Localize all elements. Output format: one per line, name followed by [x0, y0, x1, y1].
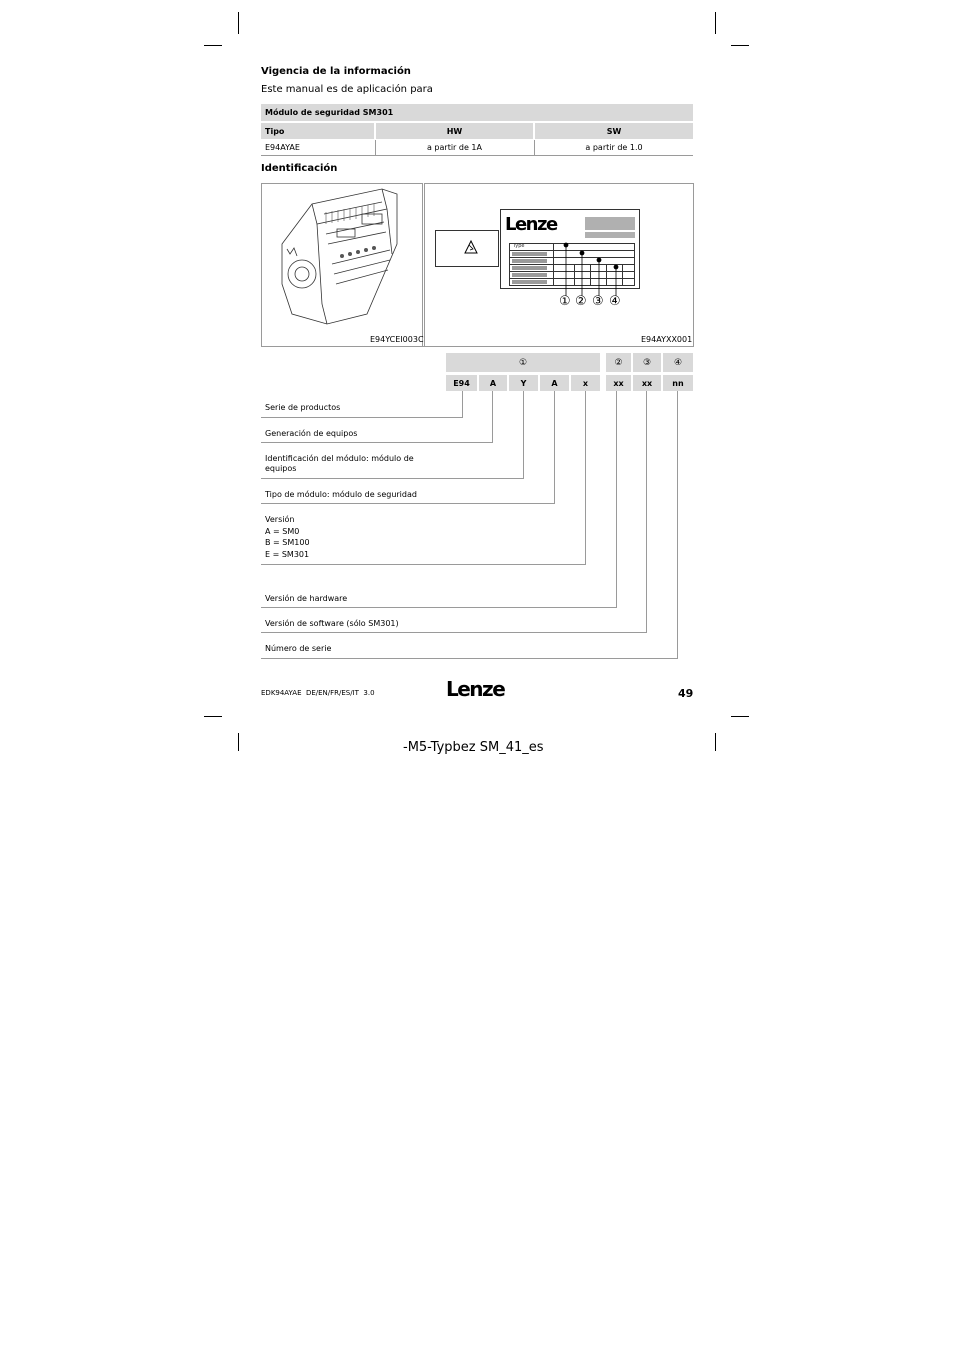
group-header-2: ②: [606, 353, 631, 372]
section-heading-identification: Identificación: [261, 163, 338, 174]
legend-serial-number: Número de serie: [265, 644, 332, 653]
module-illustration-frame: [261, 183, 423, 347]
footer-doc-id: EDK94AYAE DE/EN/FR/ES/IT 3.0: [261, 689, 375, 697]
callout-3: ③: [592, 294, 604, 309]
intro-text: Este manual es de aplicación para: [261, 84, 433, 95]
crop-mark: [238, 12, 239, 34]
legend-version-a: A = SM0: [265, 527, 300, 536]
right-figure-caption: E94AYXX001: [641, 335, 693, 344]
legend-version: Versión: [265, 515, 295, 524]
file-caption: -M5-Typbez SM_41_es: [403, 740, 544, 755]
crop-mark: [731, 716, 749, 717]
code-serial: nn: [663, 375, 693, 391]
row-sw: a partir de 1.0: [585, 143, 643, 152]
legend-version-b: B = SM100: [265, 538, 310, 547]
nameplate-type-label: Type: [513, 243, 525, 249]
group-header-3: ③: [633, 353, 661, 372]
legend-software-version: Versión de software (sólo SM301): [265, 619, 399, 628]
header-tipo: Tipo: [261, 123, 374, 139]
legend-module-identification: Identificación del módulo: módulo de equipos: [265, 454, 414, 473]
crop-mark: [715, 733, 716, 751]
footer-logo: Lenze: [446, 677, 505, 701]
code-a: A: [479, 375, 507, 391]
header-sw: SW: [535, 123, 693, 139]
legend-product-series: Serie de productos: [265, 403, 341, 412]
crop-mark: [204, 45, 222, 46]
legend-device-generation: Generación de equipos: [265, 429, 358, 438]
crop-mark: [731, 45, 749, 46]
validity-table-title: Módulo de seguridad SM301: [261, 104, 693, 121]
crop-mark: [238, 733, 239, 751]
row-hw: a partir de 1A: [426, 143, 482, 152]
crop-mark: [715, 12, 716, 34]
left-figure-caption: E94YCEI003C: [370, 335, 424, 344]
code-version: x: [571, 375, 600, 391]
module-illustration: [262, 184, 422, 334]
code-hw: xx: [606, 375, 631, 391]
crop-mark: [204, 716, 222, 717]
legend-module-type: Tipo de módulo: módulo de seguridad: [265, 490, 417, 499]
row-tipo: E94AYAE: [265, 143, 300, 152]
nameplate-illustration-frame: [424, 183, 694, 347]
callout-4: ④: [609, 294, 621, 309]
group-header-1: ①: [446, 353, 600, 372]
nameplate-brand: Lenze: [505, 214, 557, 235]
legend-version-e: E = SM301: [265, 550, 310, 559]
section-heading-validity: Vigencia de la información: [261, 66, 411, 77]
code-module-type: A: [540, 375, 569, 391]
page-number: 49: [678, 687, 694, 700]
code-y: Y: [509, 375, 538, 391]
callout-leaders: [425, 184, 693, 346]
code-sw: xx: [633, 375, 661, 391]
code-e94: E94: [446, 375, 477, 391]
group-header-4: ④: [663, 353, 693, 372]
legend-hardware-version: Versión de hardware: [265, 594, 348, 603]
header-hw: HW: [376, 123, 533, 139]
callout-2: ②: [575, 294, 587, 309]
callout-1: ①: [559, 294, 571, 309]
